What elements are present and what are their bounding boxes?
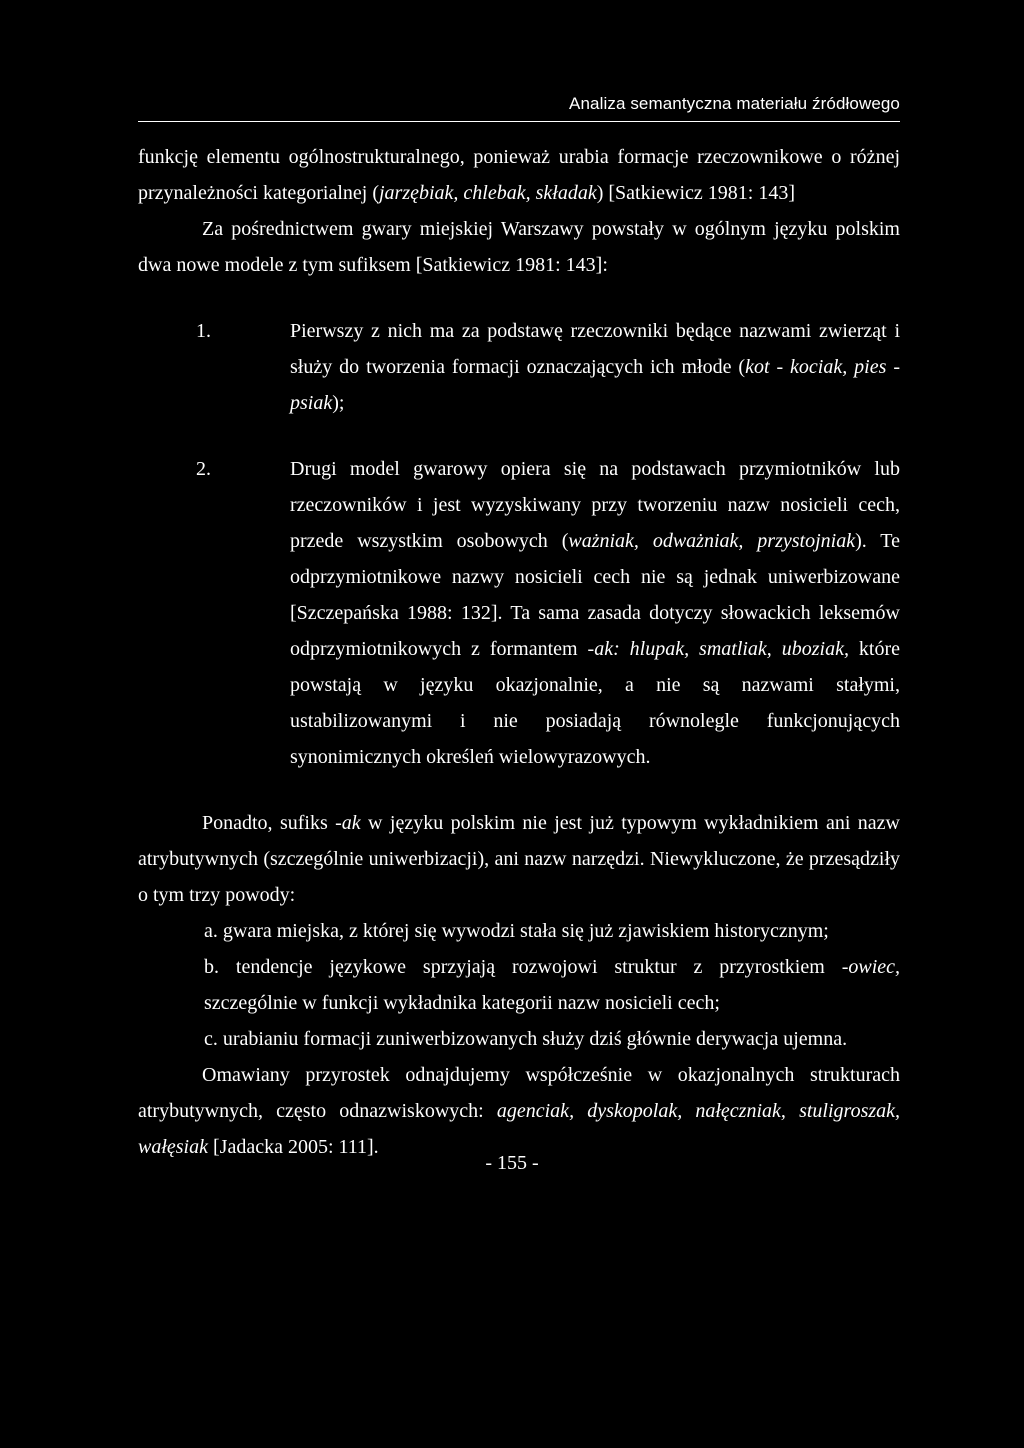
paragraph-3-text-a: Ponadto, sufiks <box>202 812 336 834</box>
item-number: 1. <box>196 320 211 342</box>
item-suffix-examples: -ak: hlupak, smatliak, uboziak, <box>587 638 849 660</box>
item-text-b: ); <box>332 392 345 414</box>
paragraph-3-text-b: w języku polskim nie jest już typowym wykładnikiem ani nazw atrybutywnych (szczególnie uniwerbizacji), ani nazw narzędzi. Niewykluczone, że przesądziły o tym trzy powody: <box>138 812 900 906</box>
paragraph-1-examples: jarzębiak, chlebak, składak <box>379 182 597 204</box>
item-text-c: które powstają w języku okazjonalnie, a nie są nazwami stałymi, ustabilizowanymi i nie posiadają równolegle funkcjonujących synonimicznych określeń wielowyrazowych. <box>290 638 900 768</box>
paragraph-3 <box>138 805 900 913</box>
paragraph-3-suffix: -ak <box>335 812 361 834</box>
lettered-item-b-text-b: szczególnie w funkcji wykładnika kategorii nazw nosicieli cech; <box>204 992 720 1014</box>
item-text-a: Pierwszy z nich ma za podstawę rzeczowniki będące nazwami zwierząt i służy do tworzenia formacji oznaczających ich młode ( <box>290 320 900 378</box>
numbered-item-1 <box>138 313 900 421</box>
lettered-item-b <box>138 949 900 1021</box>
body-text <box>138 139 900 1165</box>
paragraph-2: Za pośrednictwem gwary miejskiej Warszawy powstały w ogólnym języku polskim dwa nowe modele z tym sufiksem [Satkiewicz 1981: 143]: <box>138 218 900 276</box>
item-number: 2. <box>196 458 211 480</box>
paragraph-4 <box>138 1057 900 1165</box>
lettered-item-b-text-a: b. tendencje językowe sprzyjają rozwojowi struktur z przyrostkiem <box>204 956 842 978</box>
numbered-item-2 <box>138 451 900 775</box>
lettered-item-c: c. urabianiu formacji zuniwerbizowanych służy dziś głównie derywacja ujemna. <box>204 1028 848 1050</box>
item-text <box>290 313 900 421</box>
paragraph-4-text-b: [Jadacka 2005: 111]. <box>208 1136 379 1158</box>
page-number: - 155 - <box>485 1152 539 1174</box>
lettered-item-b-suffix: -owiec, <box>841 956 900 978</box>
item-example: ważniak, odważniak, przystojniak <box>568 530 856 552</box>
item-text <box>290 451 900 775</box>
paragraph-1-text-b: ) [Satkiewicz 1981: 143] <box>596 182 795 204</box>
paragraph-1 <box>138 139 900 211</box>
header-rule <box>138 121 900 122</box>
paragraph-4-examples: agenciak, dyskopolak, nałęczniak, stuligroszak, wałęsiak <box>138 1100 901 1158</box>
item-text-b: ). Te odprzymiotnikowe nazwy nosicieli cech nie są jednak uniwerbizowane [Szczepańska 1988: 132]. Ta sama zasada dotyczy słowackich leksemów odprzymiotnikowych z formantem <box>290 530 900 660</box>
running-head: Analiza semantyczna materiału źródłowego <box>569 94 900 113</box>
item-text-a: Drugi model gwarowy opiera się na podstawach przymiotników lub rzeczowników i jest wyzyskiwany przy tworzeniu nazw nosicieli cech, przede wszystkim osobowych ( <box>290 458 900 552</box>
paragraph-4-text-a: Omawiany przyrostek odnajdujemy współcześnie w okazjonalnych strukturach atrybutywnych, często odnazwiskowych: <box>138 1064 900 1122</box>
paragraph-1-text-a: funkcję elementu ogólnostrukturalnego, ponieważ urabia formacje rzeczownikowe o różnej przynależności kategorialnej ( <box>138 146 900 204</box>
lettered-item-a: a. gwara miejska, z której się wywodzi stała się już zjawiskiem historycznym; <box>204 920 829 942</box>
item-example: kot - kociak, pies - psiak <box>290 356 900 414</box>
